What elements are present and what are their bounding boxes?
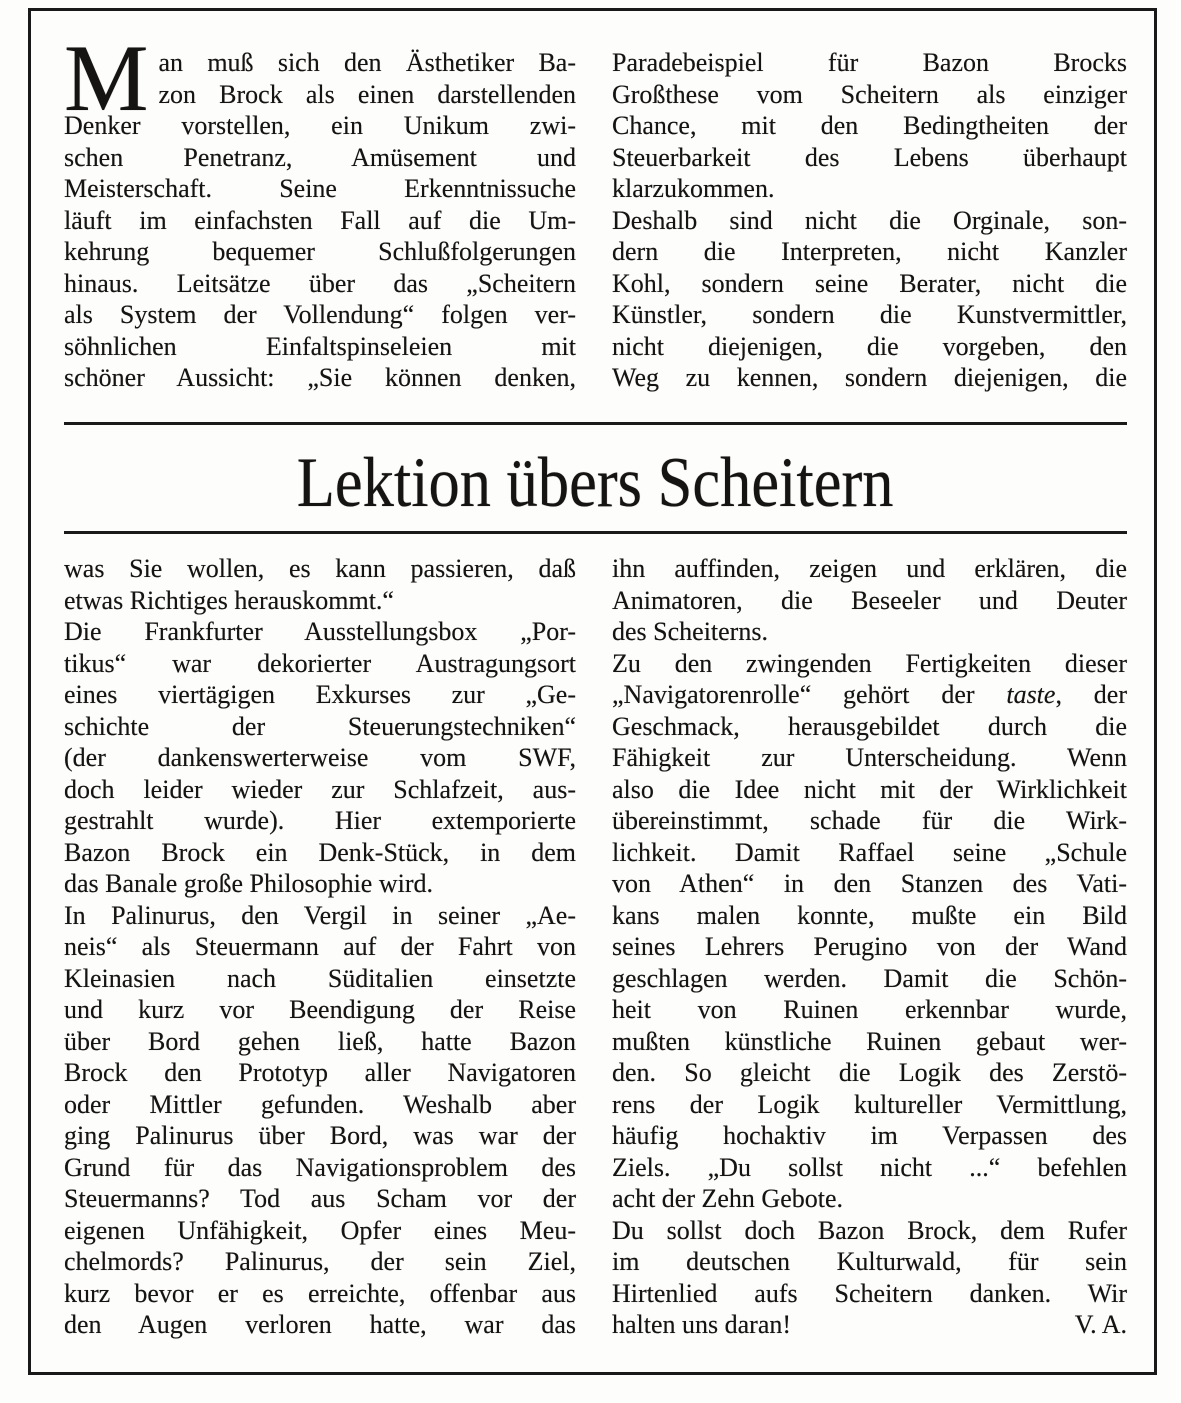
text-line: oder Mittler gefunden. Weshalb aber: [64, 1089, 576, 1119]
text-line: und kurz vor Beendigung der Reise: [64, 995, 576, 1024]
text-line: übereinstimmt, schade für die Wirk-: [612, 806, 1127, 835]
paragraph: [612, 1215, 1127, 1310]
text-line: etwas Richtiges herauskommt.“: [64, 585, 394, 615]
text-line: was Sie wollen, es kann passieren, daß: [64, 554, 576, 583]
text-line: das Banale große Philosophie wird.: [64, 869, 433, 898]
top-text-section: [64, 25, 1127, 394]
text-line: Ziels. „Du sollst nicht ...“ befehlen: [612, 1152, 1127, 1182]
text-line: Die Frankfurter Ausstellungsbox „Por-: [64, 617, 576, 646]
text-line: Brock den Prototyp aller Navigatoren: [64, 1058, 576, 1087]
text-line: seines Lehrers Perugino von der Wand: [612, 932, 1127, 961]
text-line: söhnlichen Einfaltspinseleien mit: [64, 331, 576, 361]
text-line: läuft im einfachsten Fall auf die Um-: [64, 205, 576, 235]
text-line: eines viertägigen Exkurses zur „Ge-: [64, 680, 576, 709]
text-line: kurz bevor er es erreichte, offenbar aus: [64, 1278, 576, 1308]
text-line: dern die Interpreten, nicht Kanzler: [612, 237, 1127, 266]
text-line: mußten künstliche Ruinen gebaut wer-: [612, 1026, 1127, 1056]
text-line: Zu den zwingenden Fertigkeiten dieser: [612, 648, 1127, 678]
text-line: Künstler, sondern die Kunstvermittler,: [612, 300, 1127, 329]
text-line: Kleinasien nach Süditalien einsetzte: [64, 963, 576, 993]
text-line: Bazon Brock ein Denk-Stück, in dem: [64, 837, 576, 867]
closing-text: halten uns daran!: [612, 1310, 792, 1339]
text-line: Großthese vom Scheitern als einziger: [612, 79, 1127, 109]
headline: [64, 441, 1127, 525]
text-line: gestrahlt wurde). Hier extemporierte: [64, 806, 576, 835]
text-line: schöner Aussicht: „Sie können denken,: [64, 363, 576, 392]
paragraph: [612, 553, 1127, 648]
text-line: eigenen Unfähigkeit, Opfer eines Meu-: [64, 1215, 576, 1245]
paragraph: [64, 900, 576, 1341]
text-line: also die Idee nicht mit der Wirklichkeit: [612, 774, 1127, 804]
text-line: Hirtenlied aufs Scheitern danken. Wir: [612, 1278, 1127, 1308]
text-line: rens der Logik kultureller Vermittlung,: [612, 1089, 1127, 1119]
text-line: des Scheiterns.: [612, 617, 768, 646]
text-line: ging Palinurus über Bord, was war der: [64, 1121, 576, 1150]
text-line: Deshalb sind nicht die Orginale, son-: [612, 205, 1127, 235]
text-line: schichte der Steuerungstechniken“: [64, 711, 576, 741]
text-line: im deutschen Kulturwald, für sein: [612, 1247, 1127, 1276]
bottom-right-column: [612, 553, 1127, 1341]
bottom-text-section: [64, 553, 1127, 1341]
text-line: nicht diejenigen, die vorgeben, den: [612, 331, 1127, 361]
italic-text: taste: [1006, 680, 1056, 709]
text-line: doch leider wieder zur Schlafzeit, aus-: [64, 774, 576, 804]
text-line: lichkeit. Damit Raffael seine „Schule: [612, 837, 1127, 867]
paragraph: [612, 205, 1127, 394]
drop-cap: M: [64, 25, 149, 131]
text-line: kans malen konnte, mußte ein Bild: [612, 900, 1127, 930]
text-line: als System der Vollendung“ folgen ver-: [64, 300, 576, 329]
text-line: an muß sich den Ästhetiker Ba-: [158, 48, 576, 77]
text-line: (der dankenswerterweise vom SWF,: [64, 743, 576, 772]
text-line: Weg zu kennen, sondern diejenigen, die: [612, 363, 1127, 392]
text-line: geschlagen werden. Damit die Schön-: [612, 963, 1127, 993]
text-line: Steuermanns? Tod aus Scham vor der: [64, 1184, 576, 1213]
text-line: zon Brock als einen darstellenden: [158, 79, 576, 109]
text-line: häufig hochaktiv im Verpassen des: [612, 1121, 1127, 1150]
closing-line: [612, 1309, 1127, 1341]
text-line: In Palinurus, den Vergil in seiner „Ae-: [64, 900, 576, 930]
paragraph: [64, 553, 576, 616]
text-line: heit von Ruinen erkennbar wurde,: [612, 995, 1127, 1024]
text-line: „Navigatorenrolle“ gehört der taste, der: [612, 680, 1127, 709]
text-line: Paradebeispiel für Bazon Brocks: [612, 48, 1127, 77]
top-left-column: [64, 25, 576, 394]
text-line: Fähigkeit zur Unterscheidung. Wenn: [612, 743, 1127, 772]
headline-text: Lektion übers Scheitern: [297, 444, 894, 522]
text-line: Steuerbarkeit des Lebens überhaupt: [612, 142, 1127, 172]
text-line: den Augen verloren hatte, war das: [64, 1310, 576, 1339]
headline-rule-bottom: [64, 531, 1127, 534]
text-line: den. So gleicht die Logik des Zerstö-: [612, 1058, 1127, 1087]
text-line: acht der Zehn Gebote.: [612, 1184, 844, 1213]
text-line: Geschmack, herausgebildet durch die: [612, 711, 1127, 741]
text-line: Grund für das Navigationsproblem des: [64, 1152, 576, 1182]
text-line: tikus“ war dekorierter Austragungsort: [64, 648, 576, 678]
paragraph: [612, 47, 1127, 205]
text-line: Kohl, sondern seine Berater, nicht die: [612, 268, 1127, 298]
text-line: Meisterschaft. Seine Erkenntnissuche: [64, 174, 576, 203]
text-line: Animatoren, die Beseeler und Deuter: [612, 585, 1127, 615]
text-line: Chance, mit den Bedingtheiten der: [612, 111, 1127, 140]
text-line: chelmords? Palinurus, der sein Ziel,: [64, 1247, 576, 1276]
paragraph: [612, 648, 1127, 1215]
text-line: hinaus. Leitsätze über das „Scheitern: [64, 268, 576, 298]
headline-rule-top: [64, 422, 1127, 425]
text-line: ihn auffinden, zeigen und erklären, die: [612, 554, 1127, 583]
bottom-left-column: [64, 553, 576, 1341]
paragraph: [64, 25, 576, 394]
text-line: klarzukommen.: [612, 174, 775, 203]
text-line: über Bord gehen ließ, hatte Bazon: [64, 1026, 576, 1056]
author-signature: V. A.: [1074, 1310, 1127, 1339]
text-line: Du sollst doch Bazon Brock, dem Rufer: [612, 1215, 1127, 1245]
text-line: Denker vorstellen, ein Unikum zwi-: [64, 111, 576, 140]
text-line: schen Penetranz, Amüsement und: [64, 142, 576, 172]
text-line: von Athen“ in den Stanzen des Vati-: [612, 869, 1127, 898]
paragraph: [64, 616, 576, 900]
text-line: neis“ als Steuermann auf der Fahrt von: [64, 932, 576, 961]
text-line: kehrung bequemer Schlußfolgerungen: [64, 237, 576, 266]
top-right-column: [612, 47, 1127, 394]
